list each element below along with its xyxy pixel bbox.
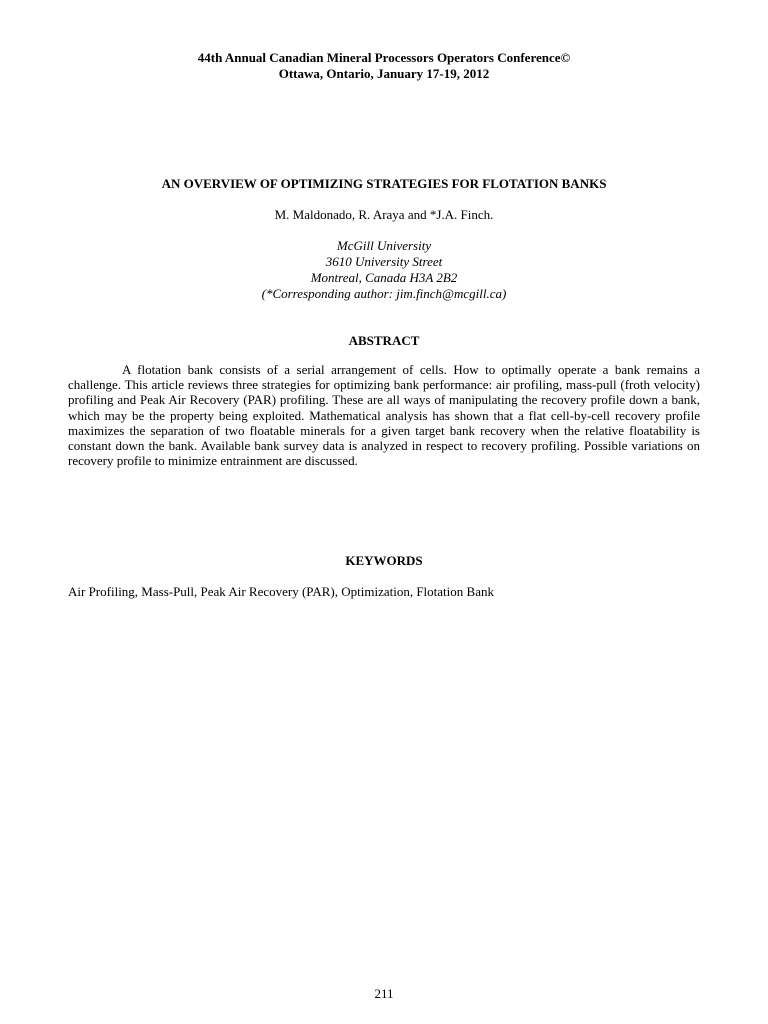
conference-name: 44th Annual Canadian Mineral Processors Operators Conference© (197, 50, 571, 65)
author-affiliation (0, 238, 768, 302)
paper-authors: M. Maldonado, R. Araya and *J.A. Finch. (274, 207, 494, 222)
abstract-text: A flotation bank consists of a serial arrangement of cells. How to optimally operate a bank remains a challenge. This article reviews three strategies for optimizing bank performance: air profiling, mass-pull (froth velocity) profiling and Peak Air Recovery (PAR) profiling. These are all ways of manipulating the recovery profile down a bank, which may be the property being exploited. Mathematical analysis has shown that a flat cell-by-cell recovery profile maximizes the separation of two floatable minerals for a given target bank recovery when the relative floatability is constant down the bank. Available bank survey data is analyzed in respect to recovery profiling. Possible variations on recovery profile to minimize entrainment are discussed. (68, 362, 700, 469)
paper-title: AN OVERVIEW OF OPTIMIZING STRATEGIES FOR FLOTATION BANKS (161, 176, 607, 191)
affiliation-city: Montreal, Canada H3A 2B2 (310, 270, 458, 285)
abstract-heading: ABSTRACT (348, 333, 420, 348)
affiliation-institution: McGill University (336, 238, 432, 253)
keywords-text: Air Profiling, Mass-Pull, Peak Air Recovery (PAR), Optimization, Flotation Bank (68, 584, 494, 599)
affiliation-street: 3610 University Street (325, 254, 443, 269)
conference-location-date: Ottawa, Ontario, January 17-19, 2012 (278, 66, 490, 81)
keywords-heading: KEYWORDS (345, 553, 423, 568)
corresponding-author: (*Corresponding author: jim.finch@mcgill.ca) (261, 286, 507, 301)
conference-header (0, 50, 768, 82)
page-number: 211 (374, 986, 394, 1001)
